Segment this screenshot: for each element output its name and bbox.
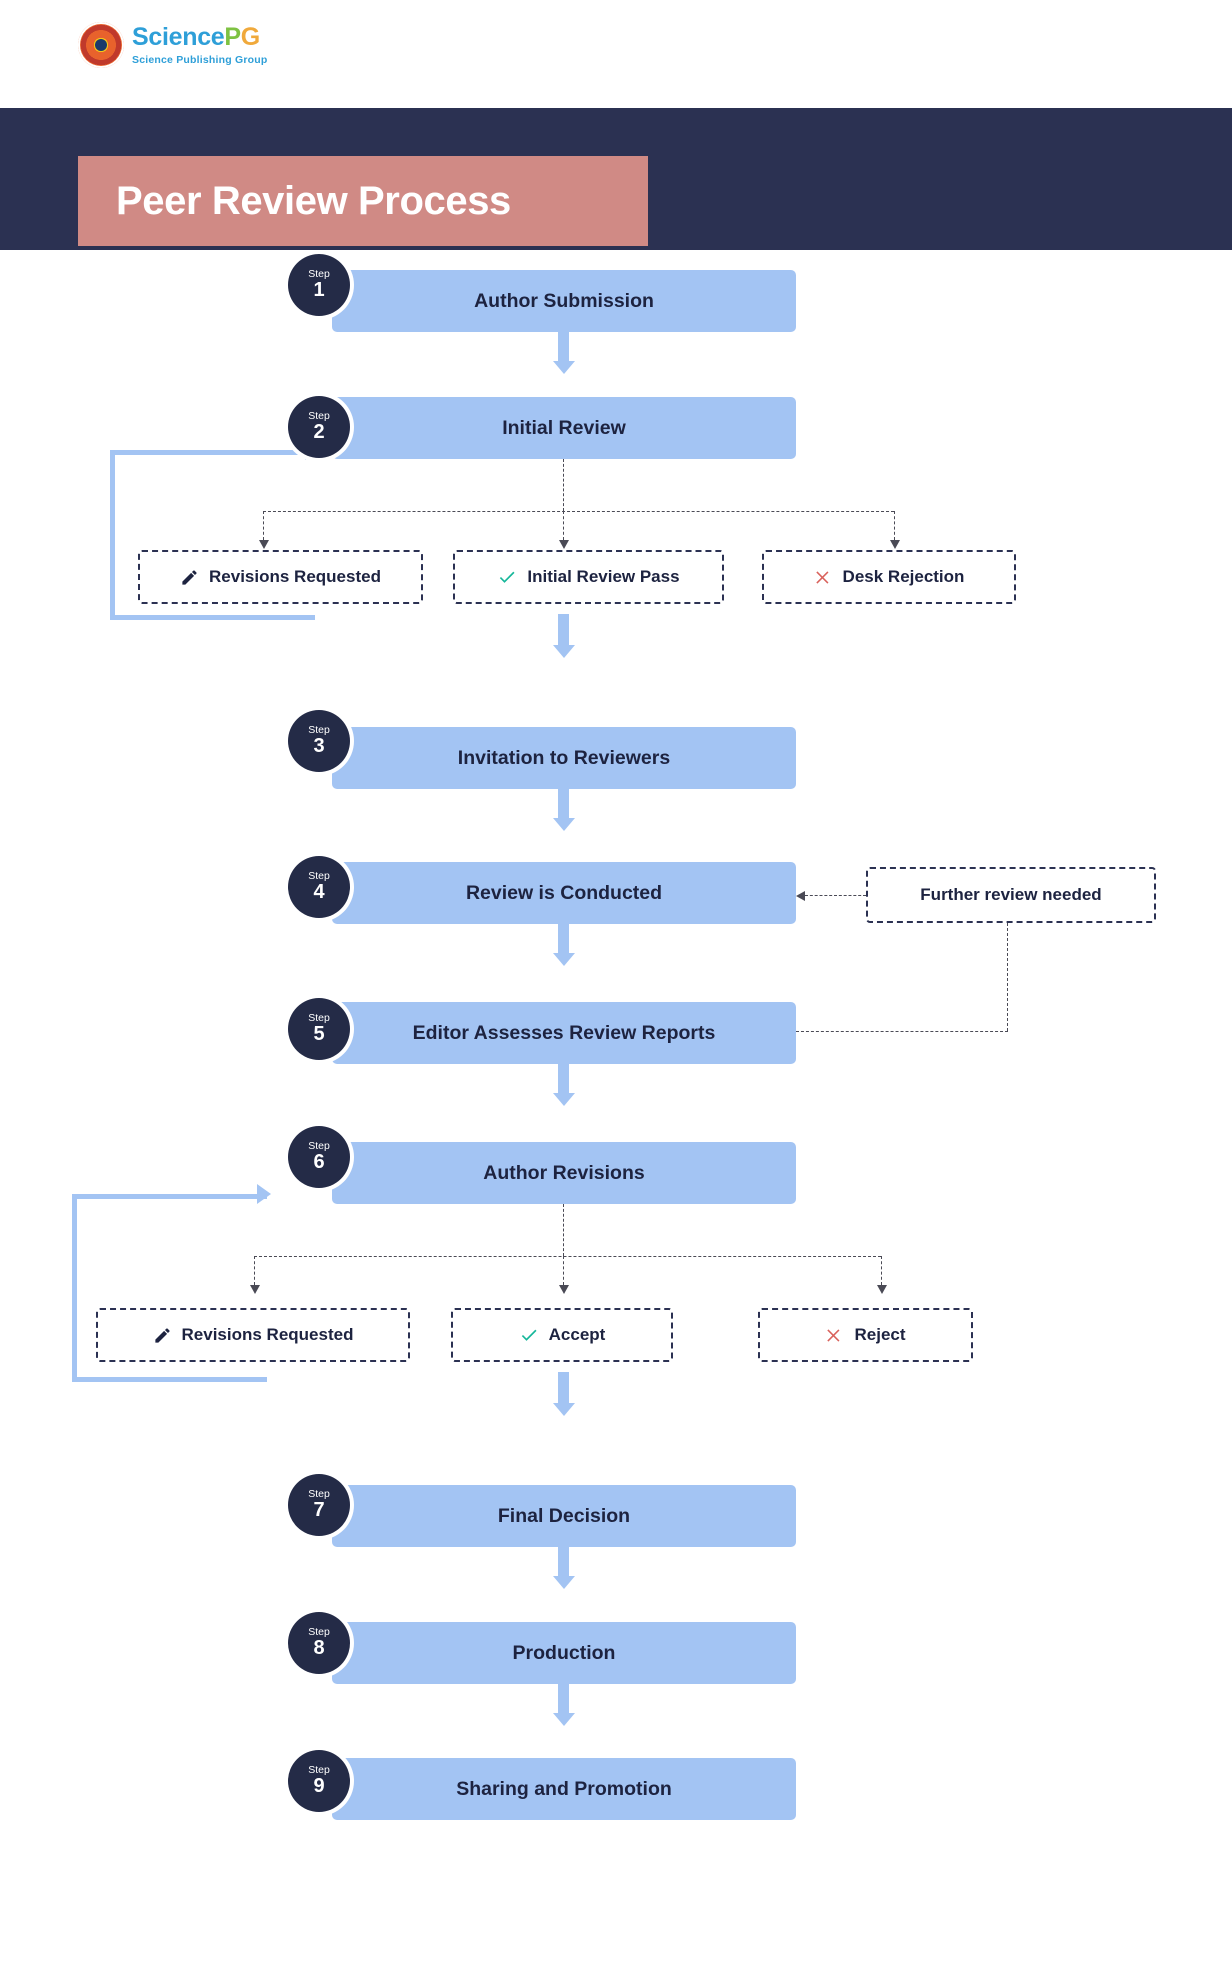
step-word: Step	[308, 409, 330, 422]
brand-tagline: Science Publishing Group	[132, 53, 268, 66]
branch-stem-initial	[563, 459, 564, 511]
branch-down-pass	[563, 511, 564, 540]
step-word: Step	[308, 1139, 330, 1152]
note-label: Further review needed	[920, 885, 1102, 904]
step-word: Step	[308, 1625, 330, 1638]
process-label: Invitation to Reviewers	[457, 746, 671, 769]
process-label: Production	[512, 1641, 616, 1664]
arrow-5-to-6	[558, 1064, 569, 1094]
arrow-7-to-8	[558, 1547, 569, 1577]
step-number: 1	[313, 279, 325, 302]
arrow-pass-to-3	[558, 614, 569, 646]
brand-text	[132, 22, 268, 66]
step-badge-7	[288, 1474, 350, 1536]
process-box-editor-assesses-review-reports[interactable]	[332, 1002, 796, 1064]
process-label: Sharing and Promotion	[456, 1777, 672, 1800]
step-badge-9	[288, 1750, 350, 1812]
arrow-1-to-2	[558, 332, 569, 362]
branch-down-reject	[881, 1256, 882, 1285]
feedback-loop-author-revisions	[72, 1194, 267, 1382]
branch-bus-revision	[254, 1256, 881, 1257]
feedback-loop-initial-review	[110, 450, 315, 620]
step-number: 6	[313, 1151, 325, 1174]
step-word: Step	[308, 1011, 330, 1024]
process-label: Initial Review	[502, 416, 626, 439]
step-badge-5	[288, 998, 350, 1060]
decision-label: Desk Rejection	[842, 567, 965, 586]
process-box-final-decision[interactable]	[332, 1485, 796, 1547]
process-box-invitation-to-reviewers[interactable]	[332, 727, 796, 789]
arrow-4-to-5	[558, 924, 569, 954]
process-box-author-revisions[interactable]	[332, 1142, 796, 1204]
step-word: Step	[308, 1763, 330, 1776]
flowchart	[0, 250, 1232, 1986]
cross-icon	[814, 568, 833, 587]
branch-stem-revision	[563, 1204, 564, 1256]
step-number: 5	[313, 1023, 325, 1046]
process-label: Author Submission	[474, 289, 654, 312]
decision-box-initial-review-pass[interactable]	[453, 550, 724, 604]
note-box-further-review-needed[interactable]	[866, 867, 1156, 923]
arrow-8-to-9	[558, 1684, 569, 1714]
note-stem-down	[1007, 923, 1008, 1031]
step-number: 4	[313, 881, 325, 904]
sciencepg-logo-icon	[78, 22, 124, 68]
step-number: 9	[313, 1775, 325, 1798]
page-title: Peer Review Process	[116, 178, 511, 223]
brand-logo[interactable]	[78, 22, 268, 68]
step-badge-4	[288, 856, 350, 918]
process-box-author-submission[interactable]	[332, 270, 796, 332]
step-badge-6	[288, 1126, 350, 1188]
step-badge-2	[288, 396, 350, 458]
branch-bus-initial	[263, 511, 894, 512]
step-badge-1	[288, 254, 350, 316]
decision-label: Reject	[854, 1325, 906, 1344]
page-title-plate	[78, 156, 648, 246]
process-box-production[interactable]	[332, 1622, 796, 1684]
arrow-3-to-4	[558, 789, 569, 819]
step-number: 2	[313, 421, 325, 444]
process-box-review-is-conducted[interactable]	[332, 862, 796, 924]
decision-label: Initial Review Pass	[527, 567, 680, 586]
step-badge-8	[288, 1612, 350, 1674]
arrow-accept-to-7	[558, 1372, 569, 1404]
process-label: Editor Assesses Review Reports	[412, 1021, 716, 1044]
decision-label: Accept	[548, 1325, 606, 1344]
step-badge-3	[288, 710, 350, 772]
step-word: Step	[308, 1487, 330, 1500]
process-label: Final Decision	[497, 1504, 631, 1527]
logo-bar	[0, 0, 1232, 108]
step-word: Step	[308, 267, 330, 280]
decision-label: Revisions Requested	[209, 567, 381, 586]
step-word: Step	[308, 723, 330, 736]
process-box-sharing-and-promotion[interactable]	[332, 1758, 796, 1820]
check-icon	[497, 567, 517, 587]
step-word: Step	[308, 869, 330, 882]
decision-box-desk-rejection[interactable]	[762, 550, 1016, 604]
arrow-note-to-step4	[805, 895, 866, 896]
step-number: 7	[313, 1499, 325, 1522]
note-bus-to-step5	[796, 1031, 1008, 1032]
cross-icon	[825, 1326, 844, 1345]
decision-box-accept[interactable]	[451, 1308, 673, 1362]
branch-down-desk-rejection	[894, 511, 895, 540]
decision-label: Revisions Requested	[181, 1325, 354, 1344]
process-label: Author Revisions	[483, 1161, 645, 1184]
brand-name: SciencePG	[132, 22, 260, 51]
decision-box-reject[interactable]	[758, 1308, 973, 1362]
process-box-initial-review[interactable]	[332, 397, 796, 459]
process-label: Review is Conducted	[465, 881, 663, 904]
step-number: 8	[313, 1637, 325, 1660]
branch-down-accept	[563, 1256, 564, 1285]
check-icon	[519, 1325, 539, 1345]
step-number: 3	[313, 735, 325, 758]
feedback-loop-arrow-revisions	[257, 1184, 271, 1204]
